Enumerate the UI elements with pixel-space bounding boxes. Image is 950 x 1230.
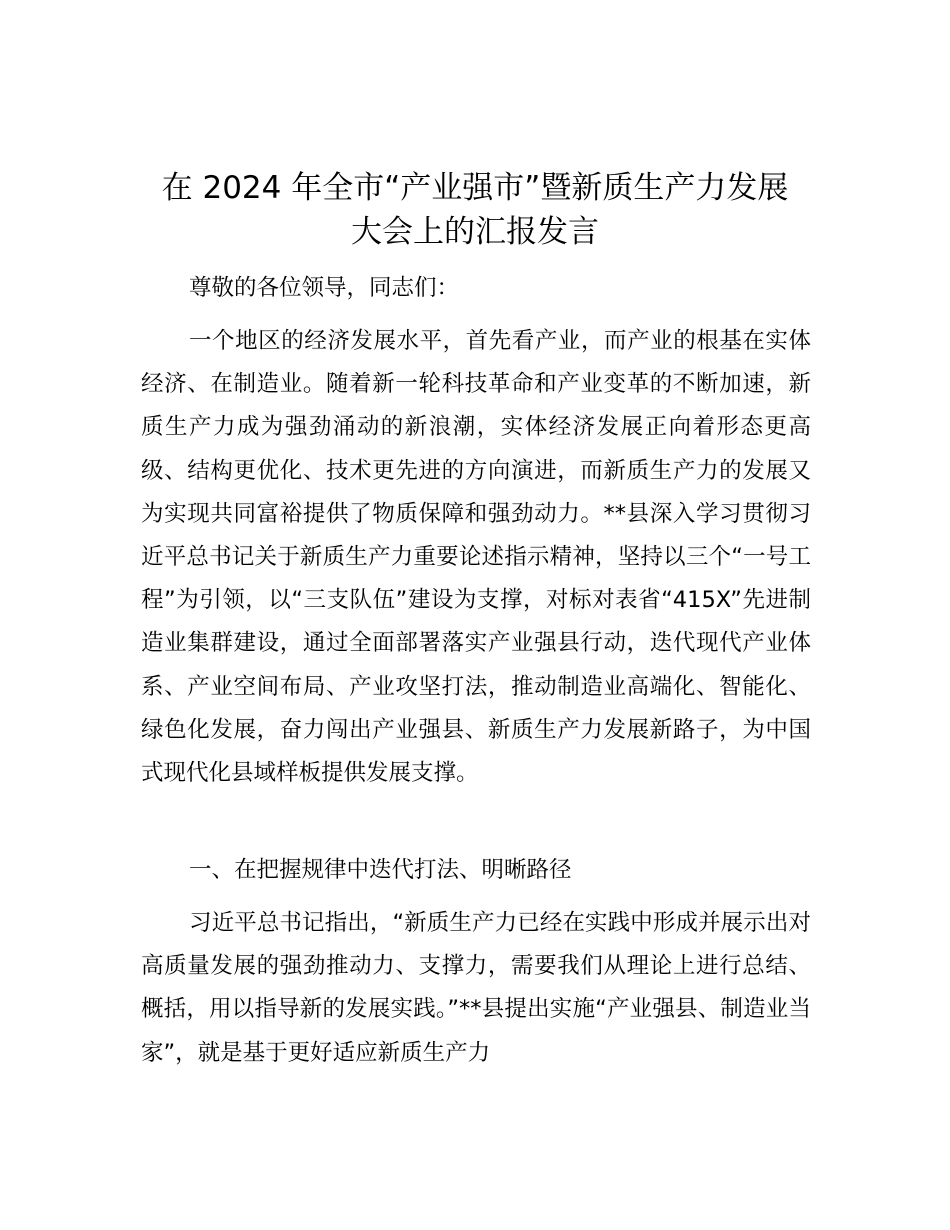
body-paragraph-1: 一个地区的经济发展水平，首先看产业，而产业的根基在实体经济、在制造业。随着新一轮科技革命和产业变革的不断加速，新质生产力成为强劲涌动的新浪潮，实体经济发展正向着形态更高级、结构更优化、技术更先进的方向演进，而新质生产力的发展又为实现共同富裕提供了物质保障和强劲动力。**县深入学习贯彻习近平总书记关于新质生产力重要论述指示精神，坚持以三个“一号工程”为引领，以“三支队伍”建设为支撑，对标对表省“415X”先进制造业集群建设，通过全面部署落实产业强县行动，迭代现代产业体系、产业空间布局、产业攻坚打法，推动制造业高端化、智能化、绿色化发展，奋力闯出产业强县、新质生产力发展新路子，为中国式现代化县域样板提供发展支撑。 (141, 328, 811, 787)
salutation: 尊敬的各位领导，同志们： (189, 275, 460, 301)
document-title-line-2: 大会上的汇报发言 (351, 214, 599, 250)
document-title-line-1: 在 2024 年全市“产业强市”暨新质生产力发展 (161, 170, 789, 206)
body-paragraph-2: 习近平总书记指出，“新质生产力已经在实践中形成并展示出对高质量发展的强劲推动力、支撑力，需要我们从理论上进行总结、概括，用以指导新的发展实践。”**县提出实施“产业强县、制造业当家”，就是基于更好适应新质生产力 (141, 910, 811, 1066)
section-heading-1: 一、在把握规律中迭代打法、明晰路径 (189, 857, 572, 883)
